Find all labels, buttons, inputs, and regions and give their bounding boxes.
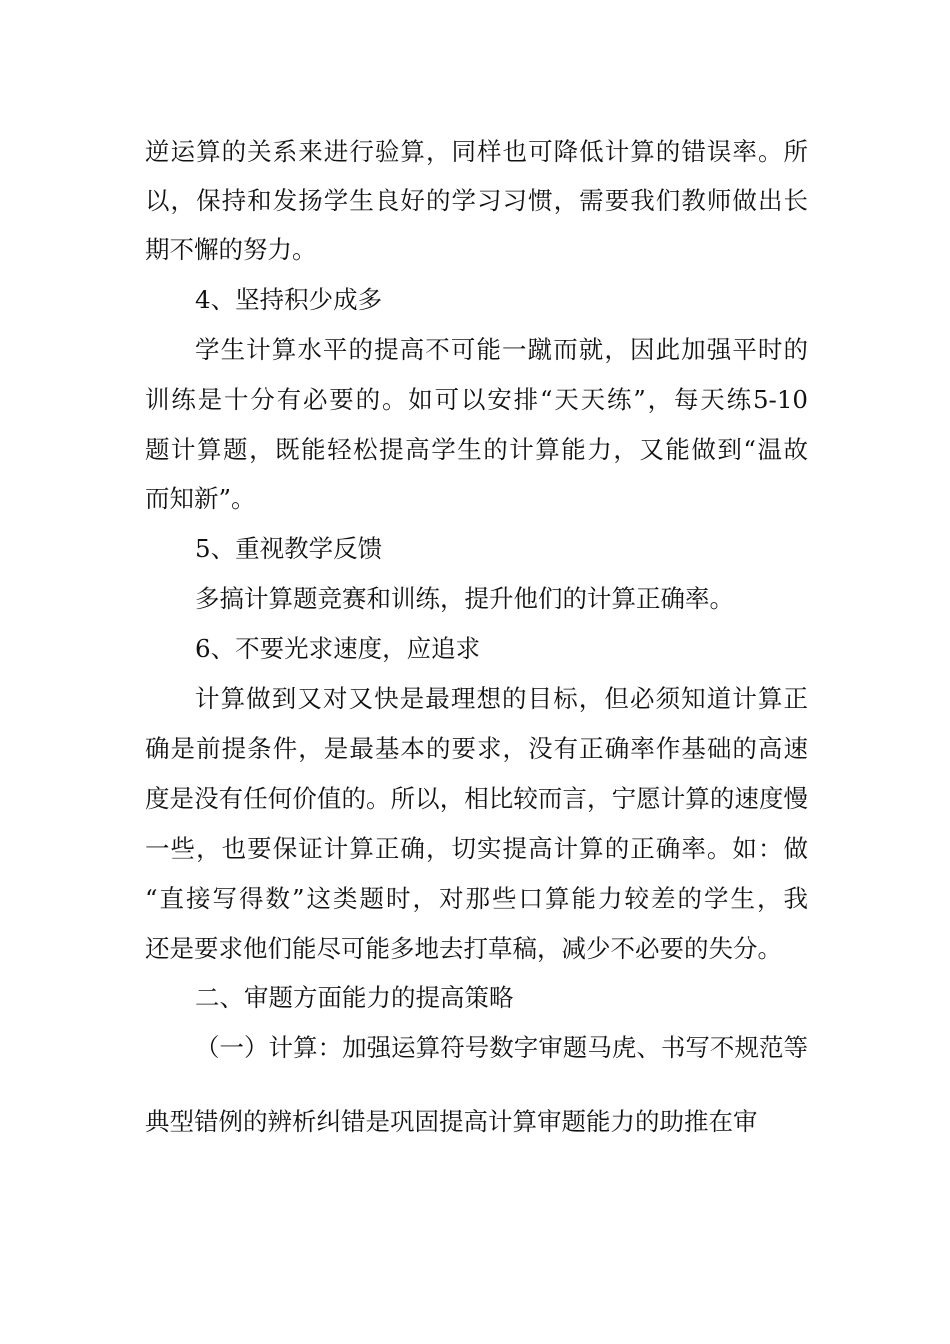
paragraph-line: 计算做到又对又快是最理想的目标，但必须知道计算正	[195, 684, 808, 713]
section-heading: 4、坚持积少成多	[195, 285, 383, 314]
paragraph-line: 度是没有任何价值的。所以，相比较而言，宁愿计算的速度慢	[145, 784, 808, 813]
paragraph-line: 逆运算的关系来进行验算，同样也可降低计算的错误率。所	[145, 137, 808, 166]
paragraph-line: 而知新”。	[145, 484, 256, 513]
paragraph-line: 以，保持和发扬学生良好的学习习惯，需要我们教师做出长	[145, 186, 808, 215]
paragraph-line: 还是要求他们能尽可能多地去打草稿，减少不必要的失分。	[145, 934, 782, 963]
paragraph-line: 题计算题，既能轻松提高学生的计算能力，又能做到“温故	[145, 435, 808, 464]
section-heading: 二、审题方面能力的提高策略	[195, 983, 514, 1012]
paragraph-line: 典型错例的辨析纠错是巩固提高计算审题能力的助推在审	[145, 1107, 758, 1136]
paragraph-line: （一）计算：加强运算符号数字审题马虎、书写不规范等	[195, 1033, 808, 1062]
paragraph-line: 期不懈的努力。	[145, 235, 317, 264]
paragraph-line: “直接写得数”这类题时，对那些口算能力较差的学生，我	[145, 884, 808, 913]
paragraph-line: 训练是十分有必要的。如可以安排“天天练”，每天练5-10	[145, 385, 808, 414]
paragraph-line: 确是前提条件，是最基本的要求，没有正确率作基础的高速	[145, 734, 808, 763]
paragraph-line: 一些，也要保证计算正确，切实提高计算的正确率。如：做	[145, 834, 808, 863]
section-heading: 5、重视教学反馈	[195, 534, 383, 563]
section-heading: 6、不要光求速度，应追求	[195, 634, 481, 663]
paragraph-line: 多搞计算题竞赛和训练，提升他们的计算正确率。	[195, 584, 734, 613]
paragraph-line: 学生计算水平的提高不可能一蹴而就，因此加强平时的	[195, 335, 808, 364]
